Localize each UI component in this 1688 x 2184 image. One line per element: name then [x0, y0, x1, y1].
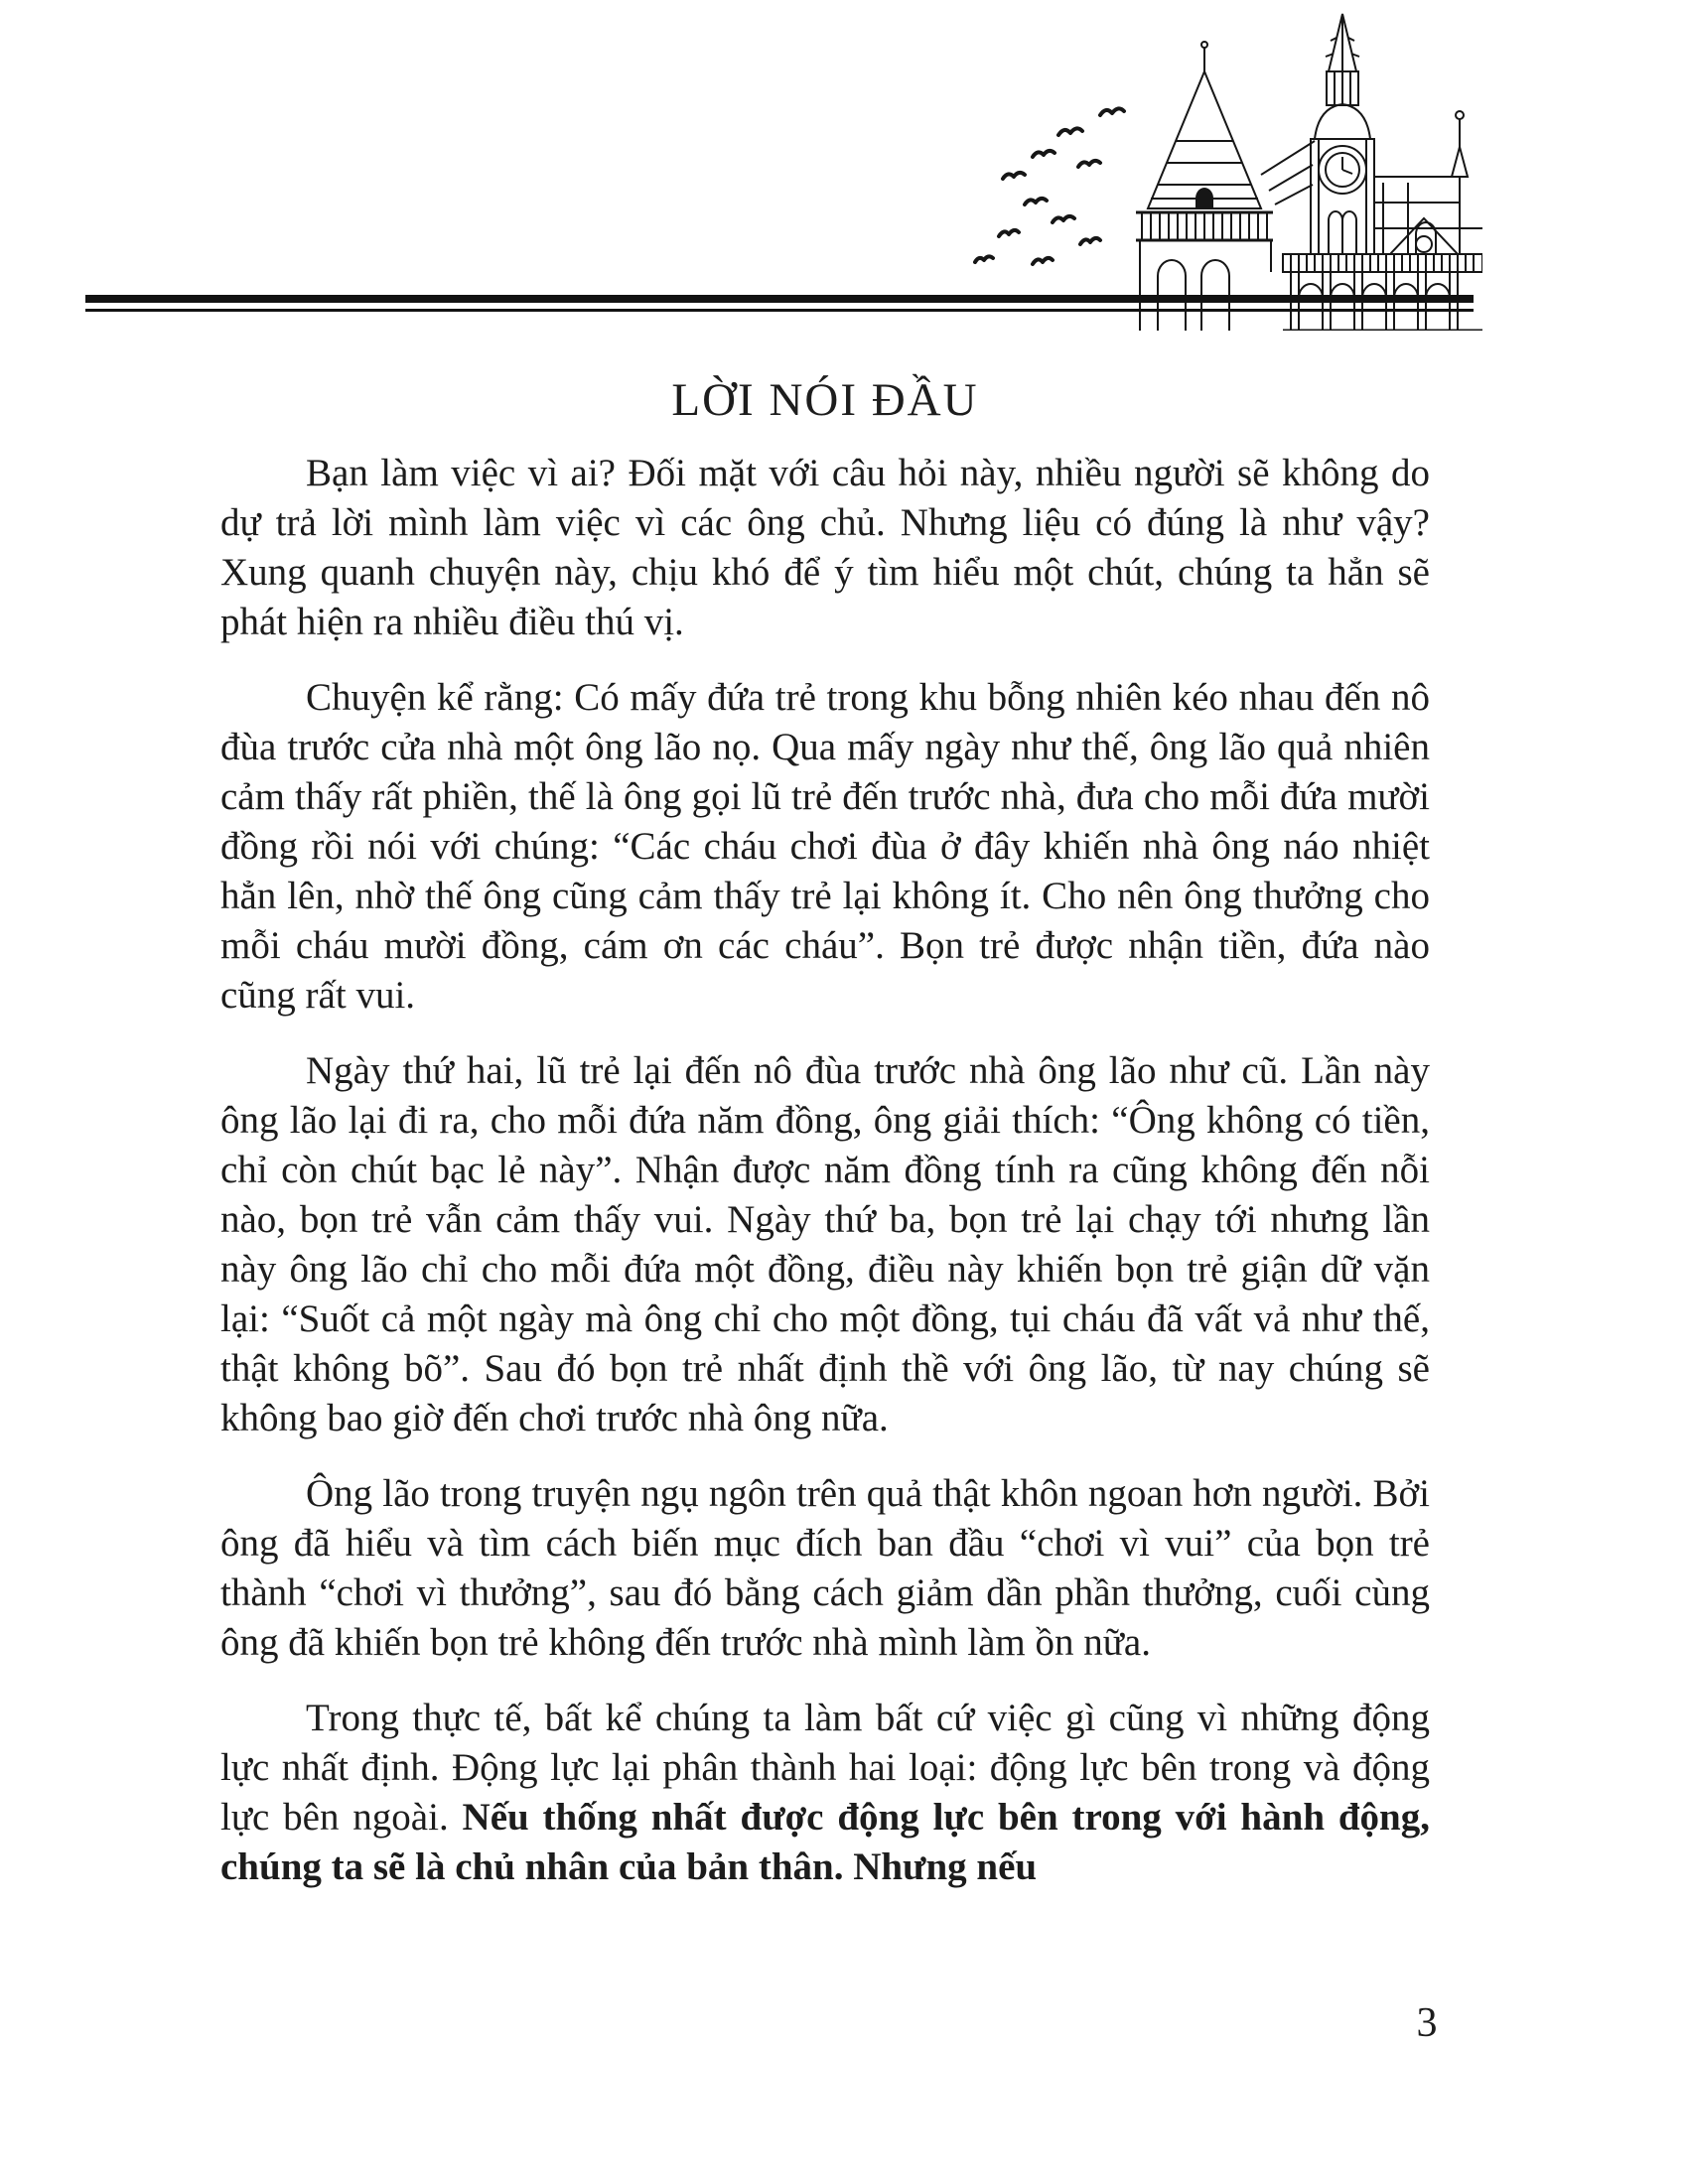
paragraph: Ông lão trong truyện ngụ ngôn trên quả thật khôn ngoan hơn người. Bởi ông đã hiểu và tìm cách biến mục đích ban đầu “chơi vì vui” của bọn trẻ thành “chơi vì thưởng”, sau đó bằng cách giảm dần phần thưởng, cuối cùng ông đã khiến bọn trẻ không đến trước nhà mình làm ồn nữa. — [220, 1472, 1430, 1664]
header-rule-thin — [85, 309, 1474, 312]
paragraph: Chuyện kể rằng: Có mấy đứa trẻ trong khu bỗng nhiên kéo nhau đến nô đùa trước cửa nhà một ông lão nọ. Qua mấy ngày như thế, ông lão quả nhiên cảm thấy rất phiền, thế là ông gọi lũ trẻ đến trước nhà, đưa cho mỗi đứa mười đồng rồi nói với chúng: “Các cháu chơi đùa ở đây khiến nhà ông náo nhiệt hẳn lên, nhờ thế ông cũng cảm thấy trẻ lại không ít. Cho nên ông thưởng cho mỗi cháu mười đồng, cám ơn các cháu”. Bọn trẻ được nhận tiền, đứa nào cũng rất vui. — [220, 676, 1430, 1017]
paragraph — [220, 1694, 1430, 1892]
paragraph: Bạn làm việc vì ai? Đối mặt với câu hỏi này, nhiều người sẽ không do dự trả lời mình làm việc vì các ông chủ. Nhưng liệu có đúng là như vậy? Xung quanh chuyện này, chịu khó để ý tìm hiểu một chút, chúng ta hẳn sẽ phát hiện ra nhiều điều thú vị. — [220, 452, 1430, 643]
paragraph: Ngày thứ hai, lũ trẻ lại đến nô đùa trước nhà ông lão như cũ. Lần này ông lão lại đi ra, cho mỗi đứa năm đồng, ông giải thích: “Ông không có tiền, chỉ còn chút bạc lẻ này”. Nhận được năm đồng tính ra cũng không đến nỗi nào, bọn trẻ vẫn cảm thấy vui. Ngày thứ ba, bọn trẻ lại chạy tới nhưng lần này ông lão chỉ cho mỗi đứa một đồng, điều này khiến bọn trẻ giận dữ vặn lại: “Suốt cả một ngày mà ông chỉ cho một đồng, tụi cháu đã vất vả như thế, thật không bõ”. Sau đó bọn trẻ nhất định thề với ông lão, từ nay chúng sẽ không bao giờ đến chơi trước nhà ông nữa. — [220, 1049, 1430, 1439]
header-rule — [85, 295, 1474, 312]
birds-flock-icon — [975, 108, 1124, 264]
page-number: 3 — [1416, 2000, 1438, 2046]
preface-text — [220, 449, 1430, 1918]
paragraph-normal-text: Trong thực tế, bất kể chúng ta làm bất cứ việc gì cũng vì những động lực nhất định. Động lực lại phân thành hai loại: động lực bên trong và động lực bên ngoài. — [220, 1697, 1430, 1839]
building-sketch — [1136, 14, 1482, 331]
header-rule-thick — [85, 295, 1474, 303]
page-title: LỜI NÓI ĐẦU — [671, 374, 979, 426]
building-illustration — [941, 8, 1482, 331]
paragraph-bold-text: Nếu thống nhất được động lực bên trong với hành động, chúng ta sẽ là chủ nhân của bản thân. Nhưng nếu — [220, 1796, 1430, 1888]
